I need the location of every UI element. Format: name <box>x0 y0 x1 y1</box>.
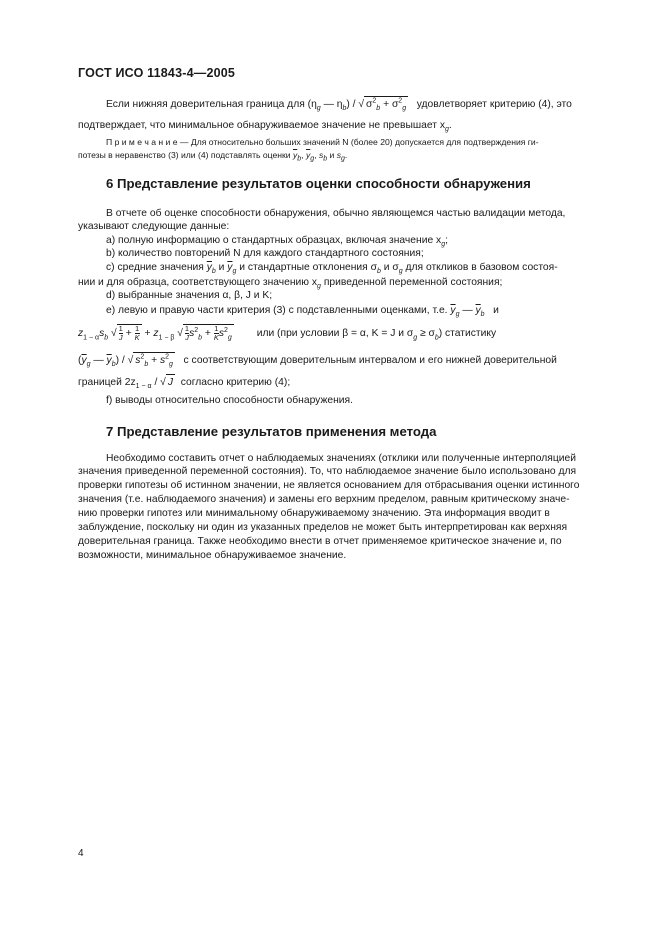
s6-item-e-formula: $z_{1 - \alpha}s_b$ √ $\frac{1}{J}$ + $\frac{1}{K}$ + $z_{1 - \beta}$ √ $\frac{1}{J}$ $s^2_b$ + $\frac{1}{K}$ $s^2_g$ или (при условии β = α, K = J и $\sigma_g \ge \sigma_b$) статистику <box>78 324 497 342</box>
s6-item-d: d) выбранные значения α, β, J и K; <box>106 290 273 301</box>
s6-item-e-line-4: границей $2z_{1 - \alpha}$ / √ J согласно критерию (4); <box>78 374 290 390</box>
intro-line-2: подтверждает, что минимальное обнаруживаемое значение не превышает $x_g$. <box>78 120 452 134</box>
s6-item-c-line-2: нии и для образца, соответствующего значению $x_g$ приведенной переменной состояния; <box>78 277 503 291</box>
note-line-2: потезы в неравенство (3) или (4) подставлять оценки $\overline{y}_b$, $\overline{y}_g$, $s_b$ и $s_g$. <box>78 150 348 163</box>
note <box>106 136 618 149</box>
s6-item-b: b) количество повторений N для каждого стандартного состояния; <box>106 248 424 259</box>
s7-line-6: заблуждение, поскольку ни один из указанных пределов не может быть интерпретирован как верхняя <box>78 522 568 533</box>
s7-line-5: нию проверки гипотез или минимальному обнаруживаемому значению. Эта информация вводит в <box>78 508 550 519</box>
intro-line-1: Если нижняя доверительная граница для ($\eta_g$ — $\eta_b$) / √ $\sigma^2_b + \sigma^2_g$ удовлетворяет критерию (4), это <box>106 97 572 113</box>
s6-item-f: f) выводы относительно способности обнаружения. <box>106 395 353 406</box>
s6-intro-line-1: В отчете об оценке способности обнаружения, обычно являющемся частью валидации метода, <box>106 208 566 219</box>
s7-line-1: Необходимо составить отчет о наблюдаемых значениях (отклики или полученные интерполяцией <box>106 453 576 464</box>
note-line-1: П р и м е ч а н и е — Для относительно больших значений N (более 20) допускается для подтверждения ги- <box>106 137 539 147</box>
section-7-heading: 7 Представление результатов применения метода <box>106 424 437 439</box>
s6-item-e-line-3: ($\overline{y}_g$ — $\overline{y}_b$) / √ $s^2_b + s^2_g$ с соответствующим доверительным интервалом и его нижней доверительной <box>78 353 557 369</box>
s6-intro-line-2: указывают следующие данные: <box>78 221 230 232</box>
s6-item-a: a) полную информацию о стандартных образцах, включая значение $x_g$; <box>106 235 448 249</box>
s7-line-2: значения приведенной переменной состояния). То, что наблюдаемое значение было использовано для <box>78 466 577 477</box>
s7-line-3: проверки гипотезы об истинном значении, не является основанием для отбрасывания оценки истинного <box>78 480 580 491</box>
page-number: 4 <box>78 848 84 859</box>
s6-item-e-line-1: e) левую и правую части критерия (3) с подставленными оценками, т.е. $\overline{y}_g$ — $\overline{y}_b$ и <box>106 305 499 319</box>
s7-line-8: возможности, минимальное обнаруживаемое значение. <box>78 550 347 561</box>
s7-line-7: доверительная граница. Также необходимо внести в отчет применяемое критическое значение и, по <box>78 536 562 547</box>
page-header: ГОСТ ИСО 11843-4—2005 <box>78 66 236 80</box>
section-6-heading: 6 Представление результатов оценки способности обнаружения <box>106 176 531 191</box>
s7-line-4: значения (т.е. наблюдаемого значения) и замены его верхним пределом, равным критическому значе- <box>78 494 570 505</box>
s6-item-c: c) средние значения $\overline{y}_b$ и $\overline{y}_g$ и стандартные отклонения $\sigma_b$ и $\sigma_g$ для откликов в базовом состоя- <box>106 262 558 276</box>
